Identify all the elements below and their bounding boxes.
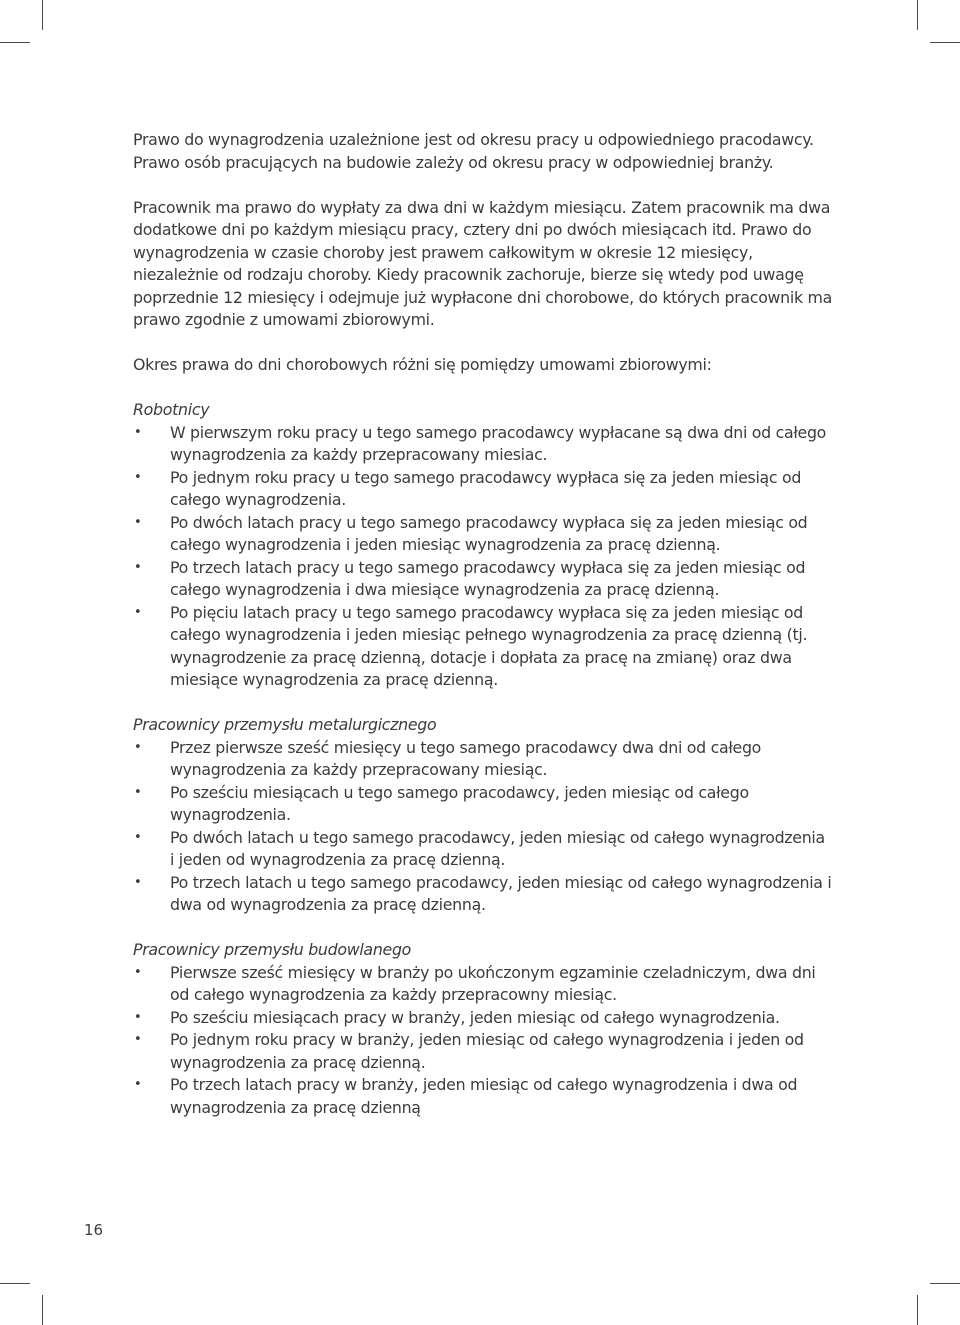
intro-paragraph: Prawo do wynagrodzenia uzależnione jest od okresu pracy u odpowiedniego pracodawcy. Prawo osób pracujących na budowie zależy od okresu pracy w odpowiedniej branży.: [133, 130, 814, 172]
bullet-icon: •: [134, 829, 142, 845]
list-item-text: Po trzech latach u tego samego pracodawcy, jeden miesiąc od całego wynagrodzenia i dwa od wynagrodzenia za pracę dzienną.: [170, 872, 832, 914]
list-item: [133, 827, 833, 872]
bullet-icon: •: [134, 559, 142, 575]
collective-agreements-paragraph: Okres prawa do dni chorobowych różni się pomiędzy umowami zbiorowymi:: [133, 355, 712, 374]
list-item-text: Po jednym roku pracy u tego samego pracodawcy wypłaca się za jeden miesiąc od całego wynagrodzenia.: [170, 467, 802, 509]
list-item-text: Po sześciu miesiącach u tego samego pracodawcy, jeden miesiąc od całego wynagrodzenia.: [170, 782, 749, 824]
list-item: [133, 467, 833, 512]
bullet-icon: •: [134, 964, 142, 980]
bullet-list-robotnicy: [133, 422, 833, 692]
list-item: [133, 1029, 833, 1074]
list-item-text: Po trzech latach pracy u tego samego pracodawcy wypłaca się za jeden miesiąc od całego wynagrodzenia i dwa miesiące wynagrodzenia za pracę dzienną.: [170, 557, 806, 599]
bullet-icon: •: [134, 604, 142, 620]
bullet-icon: •: [134, 874, 142, 890]
bullet-icon: •: [134, 784, 142, 800]
list-item: [133, 1007, 833, 1030]
bullet-list-metalurgia: [133, 737, 833, 917]
page-number: 16: [84, 1221, 104, 1239]
bullet-icon: •: [134, 424, 142, 440]
list-item-text: Pierwsze sześć miesięcy w branży po ukończonym egzaminie czeladniczym, dwa dni od całego wynagrodzenia za każdy przepracowny miesiąc.: [170, 962, 816, 1004]
list-item-text: Po dwóch latach u tego samego pracodawcy, jeden miesiąc od całego wynagrodzenia i jeden od wynagrodzenia za pracę dzienną.: [170, 827, 825, 869]
list-item: [133, 782, 833, 827]
bullet-icon: •: [134, 1032, 142, 1047]
bullet-icon: •: [134, 1009, 142, 1025]
page-content: [133, 129, 833, 1142]
list-item-text: Po pięciu latach pracy u tego samego pracodawcy wypłaca się za jeden miesiąc od całego wynagrodzenia i jeden miesiąc pełnego wynagrodzenia za pracę dzienną (tj. wynagrodzenie za pracę dzienną, dotacje i dopłata za pracę na zmianę) oraz dwa miesiące wynagrodzenia za pracę dzienną.: [170, 602, 808, 689]
bullet-list-budownictwo: [133, 962, 833, 1120]
crop-mark-bottom-left-vertical: [42, 1295, 43, 1325]
bullet-icon: •: [134, 514, 142, 530]
list-item: [133, 512, 833, 557]
list-item-text: Po dwóch latach pracy u tego samego pracodawcy wypłaca się za jeden miesiąc od całego wynagrodzenia i jeden miesiąc wynagrodzenia za pracę dzienną.: [170, 512, 808, 554]
section-title-robotnicy: Robotnicy: [133, 400, 210, 419]
section-title-budownictwo: Pracownicy przemysłu budowlanego: [133, 940, 412, 959]
list-item: [133, 1074, 833, 1119]
crop-mark-bottom-right-vertical: [917, 1295, 918, 1325]
crop-mark-top-right-horizontal: [930, 42, 960, 43]
crop-mark-top-left-vertical: [42, 0, 43, 30]
list-item: [133, 557, 833, 602]
list-item: [133, 602, 833, 692]
crop-mark-bottom-right-horizontal: [930, 1283, 960, 1284]
list-item-text: Po sześciu miesiącach pracy w branży, jeden miesiąc od całego wynagrodzenia.: [170, 1007, 780, 1027]
list-item-text: Po jednym roku pracy w branży, jeden miesiąc od całego wynagrodzenia i jeden od wynagrodzenia za pracę dzienną.: [170, 1030, 804, 1072]
list-item: [133, 422, 833, 467]
sick-pay-paragraph: Pracownik ma prawo do wypłaty za dwa dni w każdym miesiącu. Zatem pracownik ma dwa dodatkowe dni po każdym miesiącu pracy, cztery dni po dwóch miesiącach itd. Prawo do wynagrodzenia w czasie choroby jest prawem całkowitym w okresie 12 miesięcy, niezależnie od rodzaju choroby. Kiedy pracownik zachoruje, bierze się wtedy pod uwagę poprzednie 12 miesięcy i odejmuje już wypłacone dni chorobowe, do których pracownik ma prawo zgodnie z umowami zbiorowymi.: [133, 197, 833, 329]
bullet-icon: •: [134, 1077, 142, 1092]
bullet-icon: •: [134, 739, 142, 755]
list-item-text: Przez pierwsze sześć miesięcy u tego samego pracodawcy dwa dni od całego wynagrodzenia za każdy przepracowany miesiąc.: [170, 737, 762, 779]
list-item: [133, 962, 833, 1007]
list-item-text: W pierwszym roku pracy u tego samego pracodawcy wypłacane są dwa dni od całego wynagrodzenia za każdy przepracowany miesiac.: [170, 422, 827, 464]
crop-mark-top-left-horizontal: [0, 42, 30, 43]
crop-mark-top-right-vertical: [917, 0, 918, 30]
crop-mark-bottom-left-horizontal: [0, 1283, 30, 1284]
bullet-icon: •: [134, 469, 142, 485]
list-item: [133, 737, 833, 782]
list-item-text: Po trzech latach pracy w branży, jeden miesiąc od całego wynagrodzenia i dwa od wynagrodzenia za pracę dzienną: [170, 1075, 798, 1117]
list-item: [133, 872, 833, 917]
section-title-metalurgia: Pracownicy przemysłu metalurgicznego: [133, 715, 437, 734]
